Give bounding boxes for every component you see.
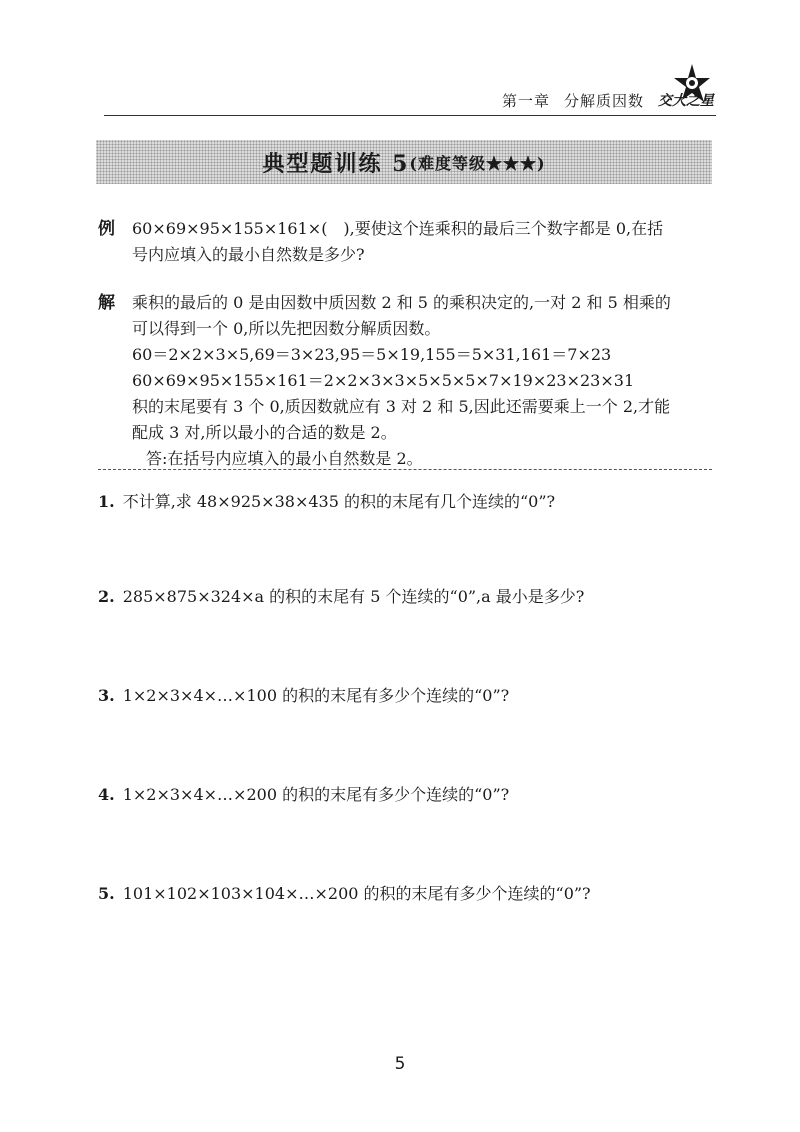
solution-line: 乘积的最后的 0 是由因数中质因数 2 和 5 的乘积决定的,一对 2 和 5 相乘的: [132, 293, 671, 312]
question-number: 4.: [98, 785, 115, 804]
question-text: 285×875×324×a 的积的末尾有 5 个连续的“0”,a 最小是多少?: [122, 587, 585, 606]
page-number: 5: [394, 1054, 406, 1074]
dashed-divider: [98, 469, 712, 470]
question-item: [98, 585, 584, 609]
running-head: [502, 90, 644, 111]
question-item: [98, 490, 555, 514]
question-text: 101×102×103×104×…×200 的积的末尾有多少个连续的“0”?: [122, 884, 591, 903]
question-item: [98, 882, 591, 906]
solution-block: [98, 290, 718, 472]
example-line: 号内应填入的最小自然数是多少?: [132, 245, 365, 264]
page-header: [104, 62, 716, 118]
solution-tag: 解: [98, 293, 115, 313]
example-line: 60×69×95×155×161×( ),要使这个连乘积的最后三个数字都是 0,在括: [132, 219, 664, 238]
solution-line: 60＝2×2×3×5,69＝3×23,95＝5×19,155＝5×31,161＝7×23: [132, 345, 612, 364]
section-label: 分解质因数: [563, 92, 644, 110]
example-block: [98, 216, 718, 268]
solution-line: 积的末尾要有 3 个 0,质因数就应有 3 对 2 和 5,因此还需要乘上一个 2,才能: [132, 397, 671, 416]
answer-line: 答:在括号内应填入的最小自然数是 2。: [146, 449, 423, 468]
question-text: 1×2×3×4×…×100 的积的末尾有多少个连续的“0”?: [122, 686, 510, 705]
question-number: 5.: [98, 884, 115, 903]
question-number: 1.: [98, 492, 115, 511]
question-item: [98, 783, 509, 807]
question-item: [98, 684, 509, 708]
banner-title: 典型题训练 5: [262, 150, 410, 177]
solution-line: 可以得到一个 0,所以先把因数分解质因数。: [132, 319, 441, 338]
solution-line: 配成 3 对,所以最小的合适的数是 2。: [132, 423, 397, 442]
solution-line: 60×69×95×155×161＝2×2×3×3×5×5×5×7×19×23×23×31: [132, 371, 635, 390]
question-number: 3.: [98, 686, 115, 705]
header-rule: [104, 115, 716, 116]
logo-text: 交大之星: [658, 93, 714, 109]
example-tag: 例: [98, 219, 115, 239]
question-text: 不计算,求 48×925×38×435 的积的末尾有几个连续的“0”?: [122, 492, 556, 511]
section-banner: [96, 140, 712, 184]
banner-difficulty: (难度等级★★★): [409, 153, 546, 173]
chapter-label: 第一章: [501, 92, 550, 110]
question-text: 1×2×3×4×…×200 的积的末尾有多少个连续的“0”?: [122, 785, 510, 804]
question-number: 2.: [98, 587, 115, 606]
